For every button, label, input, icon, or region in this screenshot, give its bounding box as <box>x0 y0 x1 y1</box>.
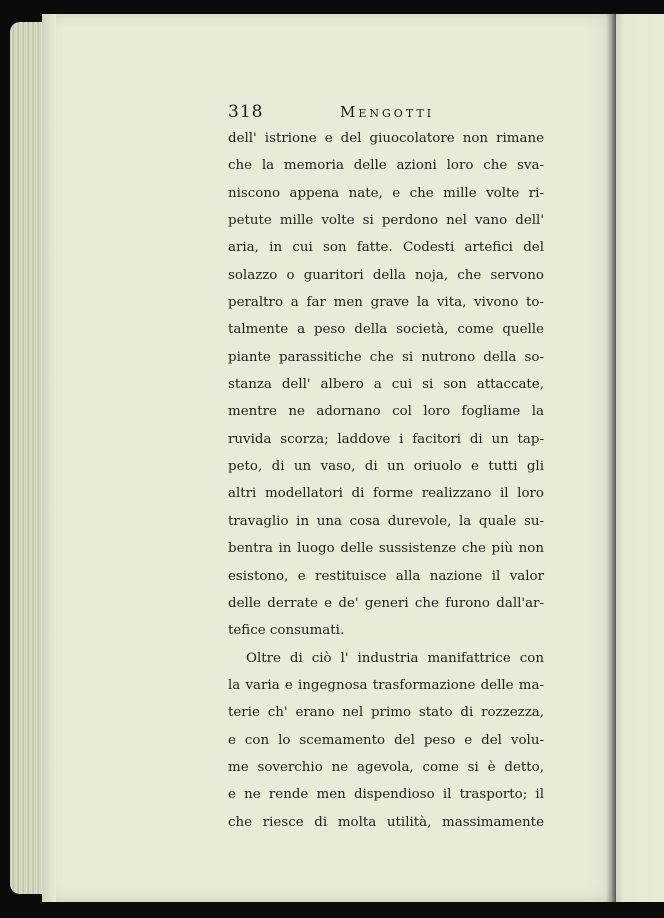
book-gutter <box>606 14 616 902</box>
text-line: Oltre di ciò l' industria manifattrice con <box>246 650 544 666</box>
text-line: piante parassitiche che si nutrono della so- <box>228 349 544 365</box>
text-line: talmente a peso della società, come quelle <box>228 322 544 338</box>
text-line: la varia e ingegnosa trasformazione delle ma- <box>228 677 544 693</box>
text-line: altri modellatori di forme realizzano il loro <box>228 486 544 502</box>
text-line: e ne rende men dispendioso il trasporto; il <box>228 787 544 803</box>
body-text <box>228 125 544 836</box>
text-line: solazzo o guaritori della noja, che servono <box>228 267 544 283</box>
text-line: che la memoria delle azioni loro che sva- <box>228 158 544 174</box>
text-line: che riesce di molta utilità, massimamente <box>228 814 544 830</box>
text-line: e con lo scemamento del peso e del volu- <box>228 732 544 748</box>
text-line: terie ch' erano nel primo stato di rozzezza, <box>228 705 544 721</box>
text-line: dell' istrione e del giuocolatore non rimane <box>228 131 544 146</box>
text-line: ruvida scorza; laddove i facitori di un tap- <box>228 431 544 447</box>
text-line: esistono, e restituisce alla nazione il valor <box>228 568 544 584</box>
text-line: delle derrate e de' generi che furono dall'ar- <box>228 595 544 611</box>
text-line: stanza dell' albero a cui si son attaccate, <box>228 377 544 393</box>
page-left-edge <box>42 14 56 902</box>
text-line: bentra in luogo delle sussistenze che più non <box>228 541 544 557</box>
text-line: petute mille volte si perdono nel vano dell' <box>228 213 544 229</box>
text-line: aria, in cui son fatte. Codesti artefici del <box>228 240 544 256</box>
text-line: niscono appena nate, e che mille volte ri- <box>228 185 544 201</box>
text-line: tefice consumati. <box>228 623 345 639</box>
page-number: 318 <box>228 102 264 122</box>
facing-page <box>614 14 664 902</box>
running-head: Mengotti <box>340 103 435 121</box>
page-header <box>228 100 544 126</box>
text-line: mentre ne adornano col loro fogliame la <box>228 404 544 420</box>
text-line: peto, di un vaso, di un oriuolo e tutti gli <box>228 459 544 475</box>
text-line: travaglio in una cosa durevole, la quale su- <box>228 513 544 529</box>
text-line: me soverchio ne agevola, come si è detto, <box>228 759 544 775</box>
text-line: peraltro a far men grave la vita, vivono to- <box>228 295 544 311</box>
